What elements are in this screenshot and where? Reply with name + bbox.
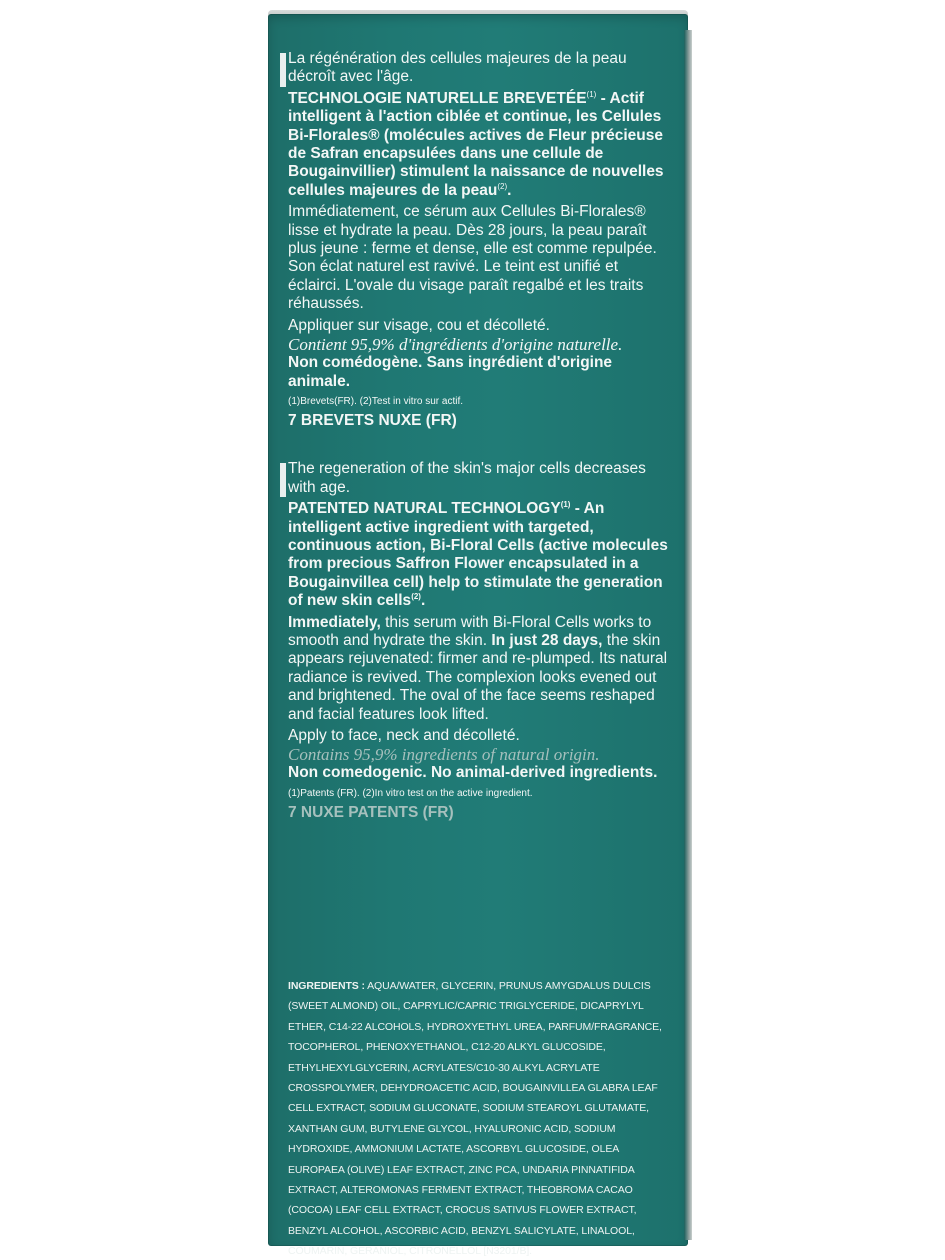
french-section <box>288 50 668 430</box>
fr-non-comedogenic: Non comédogène. Sans ingrédient d'origine animale. <box>288 354 613 390</box>
fr-immediate: Immédiatement, ce sérum aux Cellules Bi-Florales® lisse et hydrate la peau. Dès 28 jours, la peau paraît plus jeune : ferme et dense, elle est comme repulpée. Son éclat naturel est ravivé. Le teint est unifié et éclairci. L'ovale du visage paraît regalbé et les traits réhaussés. <box>288 203 657 313</box>
box-text <box>288 50 668 822</box>
en-days-lead: In just 28 days, <box>491 631 603 649</box>
fr-patents: 7 BREVETS NUXE (FR) <box>288 411 457 429</box>
en-immediate-mid: this serum with Bi-Floral Cells works to smooth and hydrate the skin. <box>288 613 652 649</box>
en-tech-sup: (1) <box>560 499 571 509</box>
en-technology <box>288 500 668 610</box>
section-marker-bar <box>280 53 286 87</box>
english-section <box>288 460 668 822</box>
ingredients-text: AQUA/WATER, GLYCERIN, PRUNUS AMYGDALUS DULCIS (SWEET ALMOND) OIL, CAPRYLIC/CAPRIC TRIGLYCERIDE, DICAPRYLYL ETHER, C14-22 ALCOHOLS, HYDROXYETHYL UREA, PARFUM/FRAGRANCE, TOCOPHEROL, PHENOXYETHANOL, C12-20 ALKYL GLUCOSIDE, ETHYLHEXYLGLYCERIN, ACRYLATES/C10-30 ALKYL ACRYLATE CROSSPOLYMER, DEHYDROACETIC ACID, BOUGAINVILLEA GLABRA LEAF CELL EXTRACT, SODIUM GLUCONATE, SODIUM STEAROYL GLUTAMATE, XANTHAN GUM, BUTYLENE GLYCOL, HYALURONIC ACID, SODIUM HYDROXIDE, AMMONIUM LACTATE, ASCORBYL GLUCOSIDE, OLEA EUROPAEA (OLIVE) LEAF EXTRACT, ZINC PCA, UNDARIA PINNATIFIDA EXTRACT, ALTEROMONAS FERMENT EXTRACT, THEOBROMA CACAO (COCOA) LEAF CELL EXTRACT, CROCUS SATIVUS FLOWER EXTRACT, BENZYL ALCOHOL, ASCORBIC ACID, BENZYL SALICYLATE, LINALOOL, COUMARIN, GERANIOL, CITRONELLOL [N3201/B]. <box>288 980 662 1258</box>
fr-intro: La régénération des cellules majeures de la peau décroît avec l'âge. <box>288 50 627 86</box>
en-intro: The regeneration of the skin's major cells decreases with age. <box>288 460 646 496</box>
en-tech-title: PATENTED NATURAL TECHNOLOGY <box>288 500 561 518</box>
ingredients-label: INGREDIENTS : <box>288 980 365 992</box>
fr-apply: Appliquer sur visage, cou et décolleté. <box>288 316 550 334</box>
fr-tech-title: TECHNOLOGIE NATURELLE BREVETÉE <box>288 89 587 107</box>
fr-footnote: (1)Brevets(FR). (2)Test in vitro sur actif. <box>288 395 464 407</box>
fr-technology <box>288 90 668 200</box>
en-footnote: (1)Patents (FR). (2)In vitro test on the active ingredient. <box>288 787 533 799</box>
en-tech-end: . <box>420 592 426 610</box>
en-non-comedogenic: Non comedogenic. No animal-derived ingredients. <box>288 764 658 782</box>
en-natural-origin: Contains 95,9% ingredients of natural origin. <box>288 745 600 765</box>
en-immediate-rest: the skin appears rejuvenated: firmer and re-plumped. Its natural radiance is revived. The complexion looks evened out and brightened. The oval of the face seems reshaped and facial features look lifted. <box>288 631 668 723</box>
fr-natural-origin: Contient 95,9% d'ingrédients d'origine naturelle. <box>288 335 623 355</box>
fr-tech-sup: (1) <box>586 89 597 99</box>
box-right-edge <box>684 30 692 1240</box>
en-apply: Apply to face, neck and décolleté. <box>288 727 520 744</box>
fr-tech-sup2: (2) <box>497 181 508 191</box>
section-marker-bar <box>280 463 286 497</box>
fr-tech-text: - Actif intelligent à l'action ciblée et continue, les Cellules Bi-Florales® (molécules actives de Fleur précieuse de Safran encapsulées dans une cellule de Bougainvillier) stimulent la naissance de nouvelles cellules majeures de la peau <box>288 89 664 199</box>
en-patents: 7 NUXE PATENTS (FR) <box>288 803 454 821</box>
fr-tech-end: . <box>507 181 512 199</box>
ingredients-list <box>288 976 668 1260</box>
en-tech-text: - An intelligent active ingredient with targeted, continuous action, Bi-Floral Cells (active molecules from precious Saffron Flower encapsulated in a Bougainvillea cell) help to stimulate the generation of new skin cells <box>288 500 668 610</box>
en-immediate <box>288 614 668 724</box>
en-tech-sup2: (2) <box>411 592 421 601</box>
en-immediate-lead: Immediately, <box>288 613 381 631</box>
